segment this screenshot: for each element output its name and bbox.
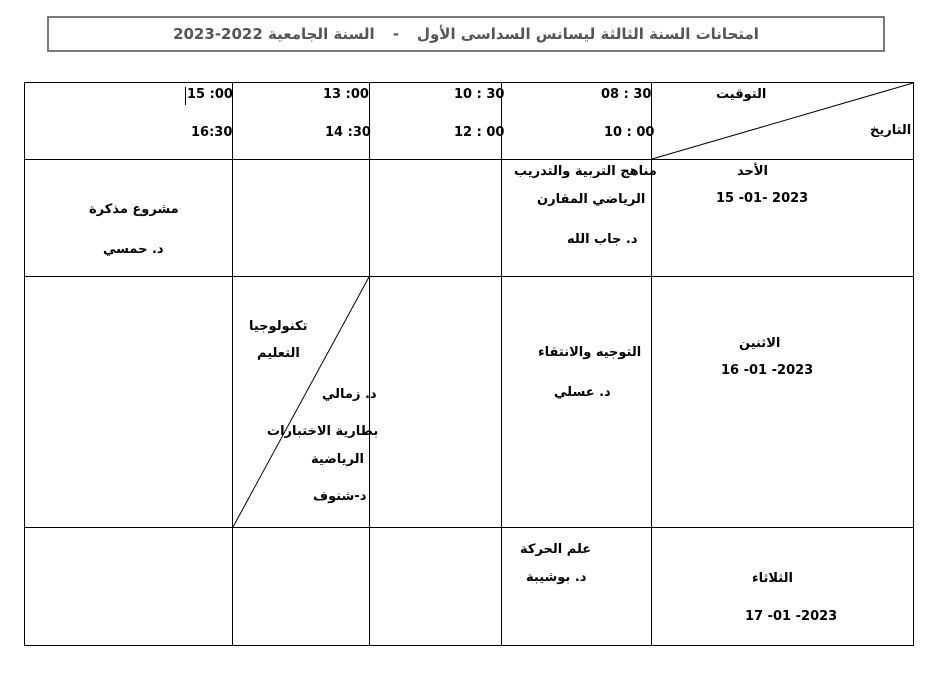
slot-4-start: 15 :00 (187, 87, 233, 102)
slot-3-start: 13 :00 (323, 87, 369, 102)
corner-header (652, 83, 914, 160)
sunday-slot-1-subject-line1: مناهج التربية والتدريب (514, 164, 657, 179)
monday-slot-1-subject: التوجيه والانتقاء (538, 345, 642, 360)
sunday-slot-3 (233, 160, 370, 277)
page-title (173, 25, 759, 43)
monday-slot-4 (25, 277, 233, 528)
tuesday-date-cell (652, 528, 914, 646)
date-label: التاريخ (870, 123, 912, 138)
sunday-date: 15 -01- 2023 (716, 191, 809, 206)
header-row (25, 83, 914, 160)
monday-slot-3-subject-a-line1: تكنولوجيا (249, 319, 308, 334)
text-cursor (185, 87, 186, 105)
slot-3-end: 14 :30 (325, 125, 371, 140)
monday-slot-3-subject-b-line2: الرياضية (311, 452, 364, 467)
day-row-monday (25, 277, 914, 528)
slot-3-header (233, 83, 370, 160)
exam-schedule-table (24, 82, 914, 646)
timing-label: التوقيت (716, 87, 767, 102)
monday-slot-3 (233, 277, 379, 528)
monday-slot-3-prof-b: د-شنوف (313, 489, 367, 504)
monday-date: 16 -01 -2023 (721, 363, 814, 378)
sunday-slot-4-subject: مشروع مذكرة (89, 202, 179, 217)
sunday-slot-1 (502, 160, 657, 277)
monday-slot-1 (502, 277, 652, 528)
sunday-slot-4-prof: د. حمسي (103, 242, 164, 257)
sunday-date-cell (652, 160, 914, 277)
slot-4-header (25, 83, 233, 160)
slot-4-end: 16:30 (191, 125, 233, 140)
day-row-sunday (25, 160, 914, 277)
monday-slot-1-prof: د. عسلي (554, 385, 611, 400)
day-row-tuesday (25, 528, 914, 646)
monday-slot-3-subject-b-line1: بطارية الاختبارات (267, 424, 379, 439)
sunday-day-name: الأحد (737, 164, 769, 179)
title-year: السنة الجامعية 2022-2023 (173, 25, 375, 43)
tuesday-slot-1-prof: د. بوشيبة (526, 570, 587, 585)
tuesday-day-name: الثلاثاء (752, 571, 793, 586)
title-main: امتحانات السنة الثالثة ليسانس السداسى الأول (416, 25, 759, 43)
title-dash: - (392, 25, 399, 43)
tuesday-slot-2 (370, 528, 502, 646)
tuesday-slot-4 (25, 528, 233, 646)
monday-slot-2 (370, 277, 502, 528)
title-box (47, 16, 885, 52)
slot-2-start: 10 : 30 (454, 87, 505, 102)
slot-1-end: 10 : 00 (604, 125, 655, 140)
sunday-slot-1-subject-line2: الرياضي المقارن (537, 192, 646, 207)
monday-date-cell (652, 277, 914, 528)
sunday-slot-2 (370, 160, 502, 277)
tuesday-slot-1-subject: علم الحركة (520, 542, 592, 557)
tuesday-slot-3 (233, 528, 370, 646)
sunday-slot-1-prof: د. جاب الله (567, 232, 638, 247)
slot-1-start: 08 : 30 (601, 87, 652, 102)
slot-1-header (502, 83, 655, 160)
monday-day-name: الاثنين (739, 336, 781, 351)
slot-2-end: 12 : 00 (454, 125, 505, 140)
sunday-slot-4 (25, 160, 233, 277)
monday-slot-3-subject-a-line2: التعليم (257, 346, 300, 361)
monday-slot-3-prof-a: د. زمالي (322, 387, 377, 402)
tuesday-slot-1 (502, 528, 652, 646)
slot-2-header (370, 83, 505, 160)
corner-diagonal (652, 83, 913, 159)
tuesday-date: 17 -01 -2023 (745, 609, 838, 624)
